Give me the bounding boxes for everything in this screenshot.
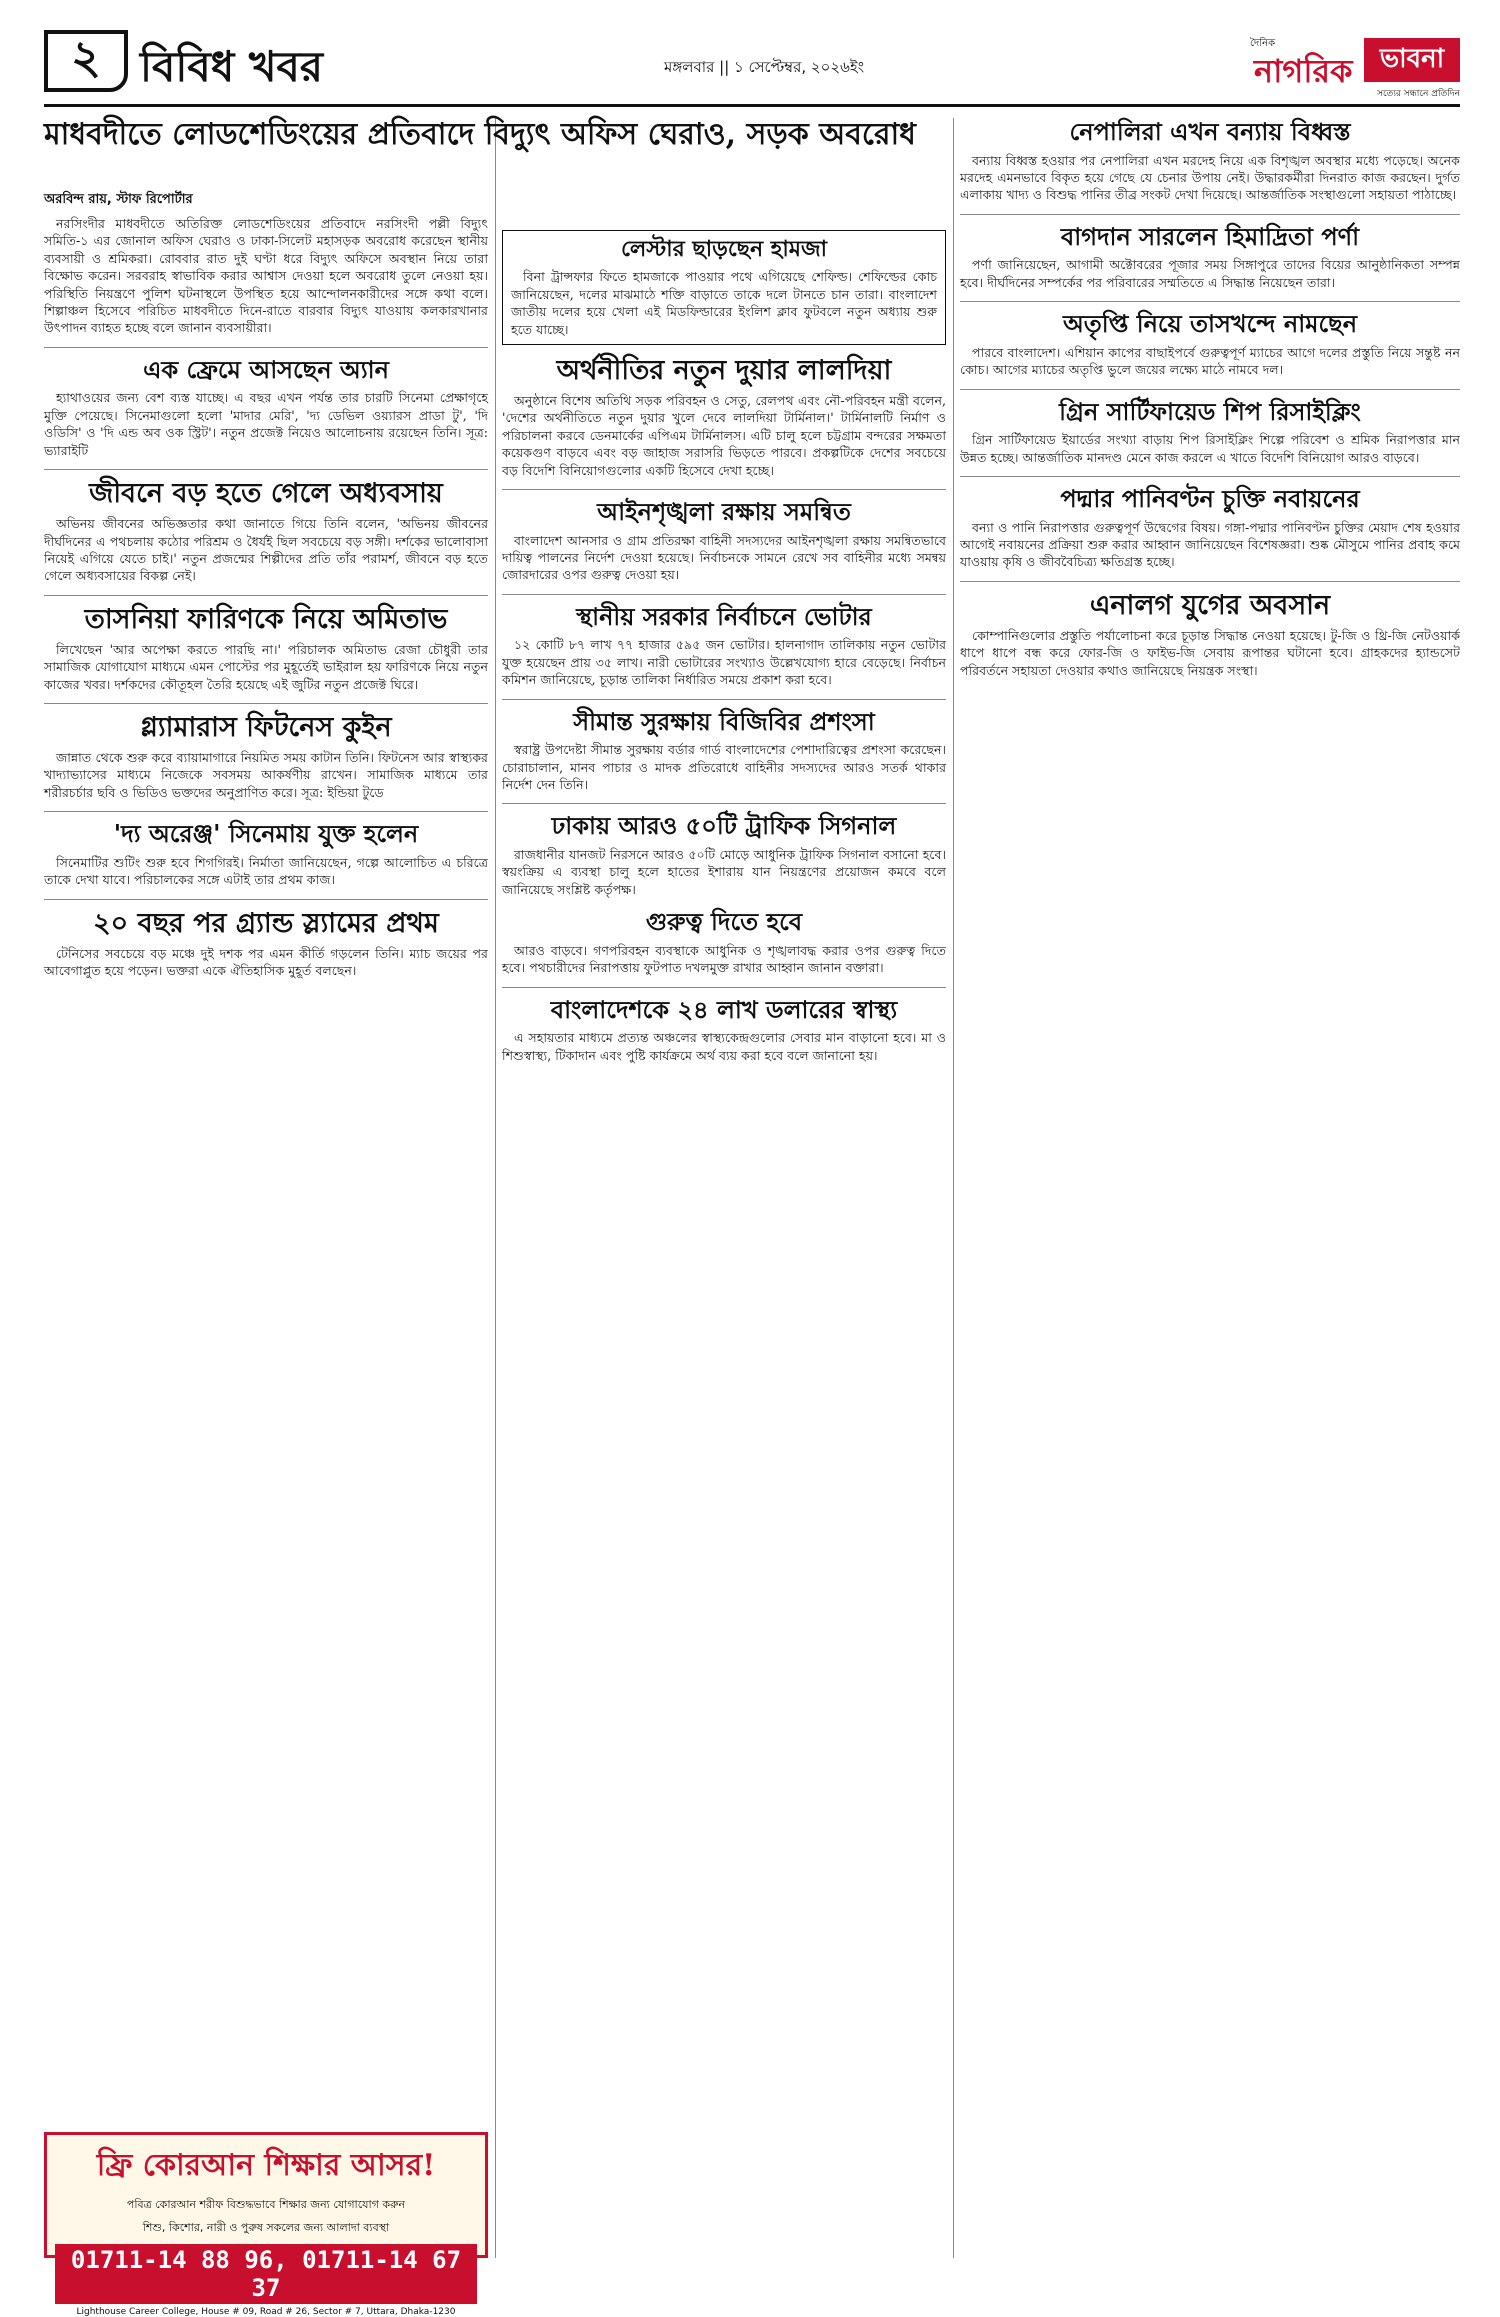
- story-divider: [44, 347, 488, 348]
- story-body: রাজধানীর যানজট নিরসনে আরও ৫০টি মোড়ে আধুনিক ট্রাফিক সিগনাল বসানো হবে। স্বয়ংক্রিয় এ ব্যবস্থা চালু হলে হাতের ইশারায় যান নিয়ন্ত্রণের প্রয়োজন কমবে বলে জানিয়েছে সংশ্লিষ্ট কর্তৃপক্ষ।: [502, 847, 946, 897]
- story-headline[interactable]: লেস্টার ছাড়ছেন হামজা: [620, 236, 828, 262]
- story-body: লিখেছেন 'আর অপেক্ষা করতে পারছি না।' পরিচালক অমিতাভ রেজা চৌধুরী তার সামাজিক যোগাযোগ মাধ্যমে এমন পোস্টের পর মুহূর্তেই ভাইরাল হয় ফারিণকে নিয়ে নতুন কাজের খবর। দর্শকদের কৌতূহল তৈরি হয়েছে এই জুটির নতুন প্রজেক্ট ঘিরে।: [44, 641, 488, 692]
- story-divider: [960, 214, 1460, 215]
- story-body: বাংলাদেশ আনসার ও গ্রাম প্রতিরক্ষা বাহিনী সদস্যদের আইনশৃঙ্খলা রক্ষায় সমন্বিতভাবে দায়িত্ব পালনের নির্দেশ দেওয়া হয়েছে। নির্বাচনকে সামনে রেখে সব বাহিনীর মধ্যে সমন্বয় জোরদারের ওপর গুরুত্ব দেওয়া হয়।: [502, 532, 946, 583]
- column-divider: [495, 118, 496, 2258]
- story-body: হ্যাথাওয়ের জন্য বেশ ব্যস্ত যাচ্ছে। এ বছর এখন পর্যন্ত তার চারটি সিনেমা প্রেক্ষাগৃহে মুক্তি পেয়েছে। সিনেমাগুলো হলো 'মাদার মেরি', 'দ্য ডেভিল ওয়্যারস প্রাডা টু', 'দি ওডিসি' ও 'দি এন্ড অব ওক স্ট্রিট'। নতুন প্রজেক্ট নিয়েও আলোচনায় রয়েছেন তিনি। সূত্র: ভ্যারাইটি: [44, 390, 488, 458]
- story-body: জান্নাত থেকে শুরু করে ব্যায়ামাগারে নিয়মিত সময় কাটান তিনি। ফিটনেস আর স্বাস্থ্যকর খাদ্যাভ্যাসের মাধ্যমে নিজেকে সবসময় আকর্ষণীয় রাখেন। সামাজিক মাধ্যমে তার শরীরচর্চার ছবি ও ভিডিও ভক্তদের অনুপ্রাণিত করে। সূত্র: ইন্ডিয়া টুডে: [44, 750, 488, 800]
- logo-name: নাগরিক: [1254, 52, 1353, 90]
- story-body: স্বরাষ্ট্র উপদেষ্টা সীমান্ত সুরক্ষায় বর্ডার গার্ড বাংলাদেশের পেশাদারিত্বের প্রশংসা করেছেন। চোরাচালান, মানব পাচার ও মাদক প্রতিরোধে বাহিনীর সদস্যদের আরও সতর্ক থাকার নির্দেশ দেন তিনি।: [502, 742, 946, 793]
- story-divider: [44, 469, 488, 470]
- story-body: আরও বাড়বে। গণপরিবহন ব্যবস্থাকে আধুনিক ও শৃঙ্খলাবদ্ধ করার ওপর গুরুত্ব দিতে হবে। পথচারীদের নিরাপত্তায় ফুটপাত দখলমুক্ত রাখার আহ্বান জানান বক্তারা।: [502, 942, 946, 976]
- logo-tagline: দৈনিক: [1250, 38, 1276, 49]
- column-right: [960, 118, 1460, 2258]
- story-body: ১২ কোটি ৮৭ লাখ ৭৭ হাজার ৫৯৫ জন ভোটার। হালনাগাদ তালিকায় নতুন ভোটার যুক্ত হয়েছেন প্রায় ৩৫ লাখ। নারী ভোটারের সংখ্যাও উল্লেখযোগ্য হারে বেড়েছে। নির্বাচন কমিশন জানিয়েছে, চূড়ান্ত তালিকা নির্ধারিত সময়ে প্রকাশ করা হবে।: [502, 637, 946, 688]
- story-headline[interactable]: বাংলাদেশকে ২৪ লাখ ডলারের স্বাস্থ্য: [550, 994, 898, 1024]
- story-headline[interactable]: বাগদান সারলেন হিমাদ্রিতা পর্ণা: [1060, 221, 1360, 251]
- story-perseverance[interactable]: [44, 478, 488, 585]
- story-ship-recycling[interactable]: [960, 398, 1460, 466]
- story-headline[interactable]: এক ফ্রেমে আসছেন অ্যান: [143, 354, 389, 384]
- story-headline[interactable]: পদ্মার পানিবণ্টন চুক্তি নবায়নের: [1060, 484, 1360, 514]
- ad-phone[interactable]: 01711-14 88 96, 01711-14 67 37: [55, 2244, 477, 2304]
- column-left: [44, 190, 488, 2120]
- story-anne[interactable]: [44, 356, 488, 459]
- story-body: কোম্পানিগুলোর প্রস্তুতি পর্যালোচনা করে চূড়ান্ত সিদ্ধান্ত নেওয়া হয়েছে। টু-জি ও থ্রি-জি নেটওয়ার্ক ধাপে ধাপে বন্ধ করে ফোর-জি ও ফাইভ-জি সেবায় রূপান্তর ঘটানো হবে। গ্রাহকদের হ্যান্ডসেট পরিবর্তনে সহায়তা দেওয়ার কথাও জানিয়েছে নিয়ন্ত্রক সংস্থা।: [960, 627, 1460, 678]
- story-divider: [44, 811, 488, 812]
- ad-address: Lighthouse Career College, House # 09, Road # 26, Sector # 7, Uttara, Dhaka-1230: [76, 2307, 456, 2317]
- header-divider: [44, 104, 1460, 107]
- story-body: অনুষ্ঠানে বিশেষ অতিথি সড়ক পরিবহন ও সেতু, রেলপথ এবং নৌ-পরিবহন মন্ত্রী বলেন, 'দেশের অর্থনীতিতে নতুন দুয়ার খুলে দেবে লালদিয়া টার্মিনাল।' টার্মিনালটি নির্মাণ ও পরিচালনা করবে ডেনমার্কের এপিএম টার্মিনালস। এটি চালু হলে চট্টগ্রাম বন্দরের সক্ষমতা কয়েকগুণ বাড়বে এবং বড় জাহাজ সরাসরি ভিড়তে পারবে। প্রকল্পটিকে দেশের সবচেয়ে বড় বিদেশি বিনিয়োগগুলোর একটি হিসেবে দেখা হচ্ছে।: [502, 392, 946, 478]
- story-law-order[interactable]: [502, 498, 946, 584]
- logo-strap: সত্যের সন্ধানে প্রতিদিন: [1377, 89, 1460, 99]
- story-divider: [960, 389, 1460, 390]
- story-nepal-flood[interactable]: [960, 118, 1460, 204]
- story-divider: [44, 899, 488, 900]
- lead-headline[interactable]: মাধবদীতে লোডশেডিংয়ের প্রতিবাদে বিদ্যুৎ অফিস ঘেরাও, সড়ক অবরোধ: [44, 117, 916, 152]
- story-headline[interactable]: জীবনে বড় হতে গেলে অধ্যবসায়: [89, 478, 443, 510]
- story-voters[interactable]: [502, 603, 946, 689]
- ad-title: ফ্রি কোরআন শিক্ষার আসর!: [96, 2148, 436, 2183]
- section-title: বিবিধ খবর: [140, 42, 324, 91]
- story-tashkent[interactable]: [960, 310, 1460, 378]
- story-grand-slam[interactable]: [44, 908, 488, 980]
- story-farin[interactable]: [44, 604, 488, 693]
- story-divider: [502, 699, 946, 700]
- story-headline[interactable]: অর্থনীতির নতুন দুয়ার লালদিয়া: [556, 354, 892, 386]
- story-headline[interactable]: গ্রিন সার্টিফায়েড শিপ রিসাইক্লিং: [1059, 396, 1361, 426]
- story-body: গ্রিন সার্টিফায়েড ইয়ার্ডের সংখ্যা বাড়ায় শিপ রিসাইক্লিং শিল্পে পরিবেশ ও শ্রমিক নিরাপত্তার মান উন্নত হচ্ছে। আন্তর্জাতিক মানদণ্ড মেনে কাজ করলে এ খাতে বিদেশি বিনিয়োগ আরও বাড়বে।: [960, 432, 1460, 465]
- story-divider: [960, 301, 1460, 302]
- page-number: ২: [44, 30, 128, 92]
- story-body: অভিনয় জীবনের অভিজ্ঞতার কথা জানাতে গিয়ে তিনি বলেন, 'অভিনয় জীবনের দীর্ঘদিনের এ পথচলায় কঠোর পরিশ্রম ও ধৈর্যই ছিল সবচেয়ে বড় সঙ্গী। দর্শকের ভালোবাসা নিয়েই এগিয়ে যেতে চাই।' নতুন প্রজন্মের শিল্পীদের প্রতি তাঁর পরামর্শ, জীবনে বড় হতে গেলে অধ্যবসায়ের বিকল্প নেই।: [44, 516, 488, 584]
- lead-byline: অরবিন্দ রায়, স্টাফ রিপোর্টার: [44, 192, 193, 207]
- story-body: বিনা ট্রান্সফার ফিতে হামজাকে পাওয়ার পথে এগিয়েছে শেফিল্ড। শেফিল্ডের কোচ জানিয়েছেন, দলের মাঝমাঠে শক্তি বাড়াতে তাকে দলে টানতে চান তারা। বাংলাদেশ জাতীয় দলের হয়ে খেলা এই মিডফিল্ডারের ইংলিশ ক্লাব ফুটবলে নতুন অধ্যায় শুরু হতে যাচ্ছে।: [511, 269, 937, 337]
- story-body: বন্যায় বিধ্বস্ত হওয়ার পর নেপালিরা এখন মরদেহ নিয়ে এক বিশৃঙ্খল অবস্থার মধ্যে পড়েছে। অনেক মরদেহ এমনভাবে বিকৃত হয়ে গেছে যে চেনার উপায় নেই। উদ্ধারকর্মীরা দিনরাত কাজ করছেন। দুর্গত এলাকায় খাদ্য ও বিশুদ্ধ পানির তীব্র সংকট দেখা দিয়েছে। আন্তর্জাতিক সংস্থাগুলো সহায়তা পাঠাচ্ছে।: [960, 152, 1460, 203]
- story-body: এ সহায়তার মাধ্যমে প্রত্যন্ত অঞ্চলের স্বাস্থ্যকেন্দ্রগুলোর সেবার মান বাড়ানো হবে। মা ও শিশুস্বাস্থ্য, টিকাদান এবং পুষ্টি কার্যক্রমে অর্থ ব্যয় করা হবে বলে জানানো হয়।: [502, 1030, 946, 1063]
- story-hamza[interactable]: [502, 230, 946, 345]
- story-divider: [502, 489, 946, 490]
- story-body: টেনিসের সবচেয়ে বড় মঞ্চে দুই দশক পর এমন কীর্তি গড়লেন তিনি। ম্যাচ জয়ের পর আবেগাপ্লুত হয়ে পড়েন। ভক্তরা একে ঐতিহাসিক মুহূর্ত বলছেন।: [44, 945, 488, 979]
- story-divider: [502, 987, 946, 988]
- story-headline[interactable]: ঢাকায় আরও ৫০টি ট্রাফিক সিগনাল: [551, 811, 897, 841]
- lead-body: নরসিংদীর মাধবদীতে অতিরিক্ত লোডশেডিংয়ের প্রতিবাদে নরসিংদী পল্লী বিদ্যুৎ সমিতি-১ এর জোনাল অফিস ঘেরাও ও ঢাকা-সিলেট মহাসড়ক অবরোধ করেছেন স্থানীয় ব্যবসায়ী ও শ্রমিকরা। রোববার রাত দুই ঘণ্টা ধরে বিদ্যুৎ অফিসে অবস্থান নিয়ে তারা বিক্ষোভ করেন। সরবরাহ স্বাভাবিক করার আশ্বাস দেওয়া হলে অবরোধ তুলে নেওয়া হয়। পরিস্থিতি নিয়ন্ত্রণে পুলিশ ঘটনাস্থলে উপস্থিত হয়ে আন্দোলনকারীদের সঙ্গে কথা বলে। শিল্পাঞ্চল হিসেবে পরিচিত মাধবদীতে দিনে-রাতে বারবার বিদ্যুৎ যাওয়ায় কলকারখানার উৎপাদন ব্যাহত হচ্ছে বলে জানান ব্যবসায়ীরা।: [44, 216, 488, 336]
- story-divider: [960, 581, 1460, 582]
- story-bgb[interactable]: [502, 708, 946, 794]
- quran-class-ad[interactable]: [44, 2132, 488, 2317]
- story-headline[interactable]: অতৃপ্তি নিয়ে তাসখন্দে নামছেন: [1062, 309, 1358, 339]
- story-traffic[interactable]: [502, 812, 946, 898]
- story-headline[interactable]: এনালগ যুগের অবসান: [1089, 589, 1331, 621]
- story-headline[interactable]: গুরুত্ব দিতে হবে: [645, 907, 803, 937]
- story-importance[interactable]: [502, 908, 946, 976]
- story-body: বন্যা ও পানি নিরাপত্তার গুরুত্বপূর্ণ উদ্বেগের বিষয়। গঙ্গা-পদ্মার পানিবণ্টন চুক্তির মেয়াদ শেষ হওয়ার আগেই নবায়নের প্রক্রিয়া শুরু করার আহ্বান জানিয়েছেন বিশেষজ্ঞরা। শুষ্ক মৌসুমে পানির প্রবাহ কমে যাওয়ায় কৃষি ও জীববৈচিত্র্য ক্ষতিগ্রস্ত হচ্ছে।: [960, 519, 1460, 570]
- column-middle: [502, 230, 946, 2258]
- story-divider: [502, 803, 946, 804]
- column-divider: [953, 118, 954, 2258]
- masthead: [44, 30, 1460, 100]
- logo-box: ভাবনা: [1364, 38, 1460, 82]
- story-divider: [44, 703, 488, 704]
- newspaper-logo[interactable]: [1250, 30, 1460, 99]
- ad-line: পবিত্র কোরআন শরীফ বিশুদ্ধভাবে শিক্ষার জন্য যোগাযোগ করুন: [126, 2198, 406, 2211]
- lead-banner: [44, 118, 946, 159]
- story-body: পর্ণা জানিয়েছেন, আগামী অক্টোবরের পূজার সময় সিঙ্গাপুরে তাদের বিয়ের আনুষ্ঠানিকতা সম্পন্ন হবে। দীর্ঘদিনের সম্পর্কের পর পরিবারের সম্মতিতে এ সিদ্ধান্ত নিয়েছেন তারা।: [960, 257, 1460, 290]
- story-body: সিনেমাটির শুটিং শুরু হবে শিগগিরই। নির্মাতা জানিয়েছেন, গল্পে আলোচিত এ চরিত্রে তাকে দেখা যাবে। পরিচালকের সঙ্গে এটাই তার প্রথম কাজ।: [44, 854, 488, 888]
- story-headline[interactable]: 'দ্য অরেঞ্জ' সিনেমায় যুক্ত হলেন: [113, 819, 419, 849]
- story-divider: [960, 476, 1460, 477]
- story-fitness[interactable]: [44, 712, 488, 801]
- story-engagement[interactable]: [960, 223, 1460, 291]
- story-divider: [44, 595, 488, 596]
- ad-line: শিশু, কিশোর, নারী ও পুরুষ সকলের জন্য আলাদা ব্যবস্থা: [142, 2221, 390, 2234]
- story-health-aid[interactable]: [502, 996, 946, 1064]
- story-padma-water[interactable]: [960, 485, 1460, 571]
- story-analog-end[interactable]: [960, 590, 1460, 679]
- story-headline[interactable]: সীমান্ত সুরক্ষায় বিজিবির প্রশংসা: [573, 706, 875, 736]
- story-headline[interactable]: স্থানীয় সরকার নির্বাচনে ভোটার: [576, 601, 872, 631]
- story-headline[interactable]: তাসনিয়া ফারিণকে নিয়ে অমিতাভ: [84, 603, 448, 635]
- story-headline[interactable]: ২০ বছর পর গ্র্যান্ড স্ল্যামের প্রথম: [93, 907, 439, 939]
- issue-date: মঙ্গলবার || ১ সেপ্টেম্বর, ২০২৬ইং: [664, 58, 865, 76]
- story-body: পারবে বাংলাদেশ। এশিয়ান কাপের বাছাইপর্বে গুরুত্বপূর্ণ ম্যাচের আগে দলের প্রস্তুতি নিয়ে সন্তুষ্ট নন কোচ। আগের ম্যাচের অতৃপ্তি ভুলে জয়ের লক্ষ্যে মাঠে নামবে দল।: [960, 344, 1460, 378]
- story-headline[interactable]: গ্ল্যামারাস ফিটনেস কুইন: [140, 712, 392, 743]
- story-orange[interactable]: [44, 820, 488, 888]
- story-headline[interactable]: নেপালিরা এখন বন্যায় বিধ্বস্ত: [1069, 117, 1351, 146]
- lead-story[interactable]: [44, 190, 488, 337]
- story-divider: [502, 594, 946, 595]
- story-headline[interactable]: আইনশৃঙ্খলা রক্ষায় সমন্বিত: [597, 497, 851, 526]
- story-laldia[interactable]: [502, 355, 946, 479]
